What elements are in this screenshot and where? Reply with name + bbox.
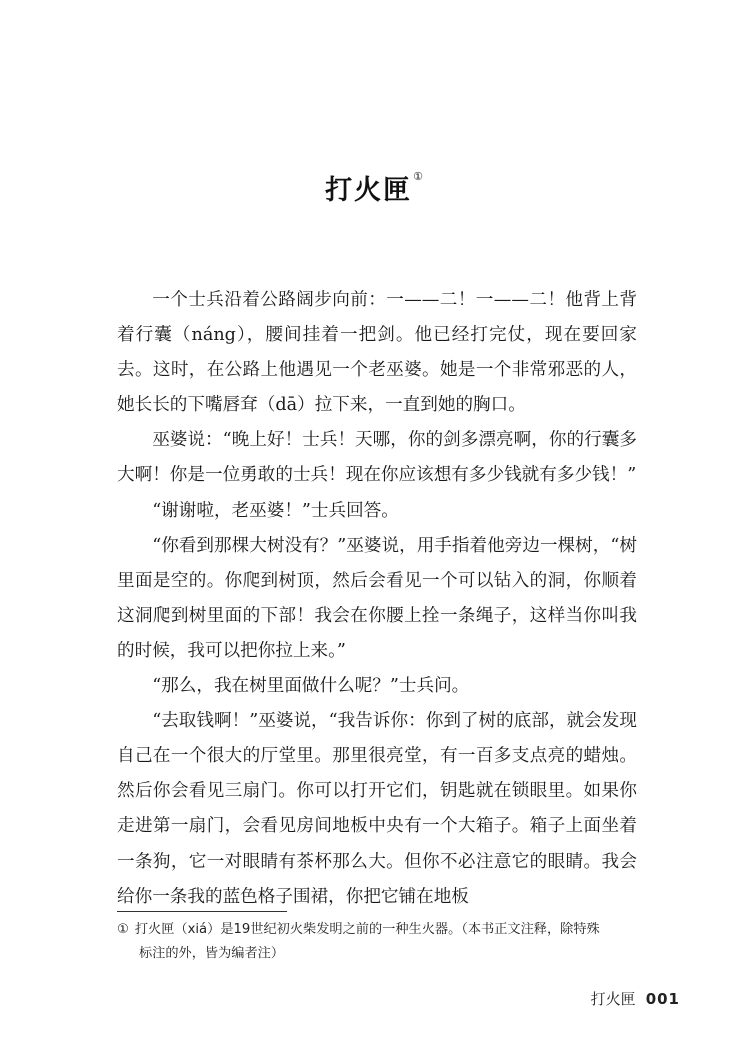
chapter-title-text: 打火匣 xyxy=(325,175,413,206)
footnote xyxy=(117,918,637,966)
body-text xyxy=(117,283,637,915)
chapter-title xyxy=(0,168,750,207)
footnote-line-2: 标注的外，皆为编者注） xyxy=(139,946,285,961)
page-footer xyxy=(591,988,680,1009)
footnote-marker: ① xyxy=(117,922,129,937)
paragraph: “谢谢啦，老巫婆！”士兵回答。 xyxy=(152,500,399,521)
footnote-divider xyxy=(117,911,287,912)
paragraph: “那么，我在树里面做什么呢？”士兵问。 xyxy=(152,676,470,697)
paragraph: “去取钱啊！”巫婆说，“我告诉你：你到了树的底部，就会发现自己在一个很大的厅堂里。那里很亮堂，有一百多支点亮的蜡烛。然后你会看见三扇门。你可以打开它们，钥匙就在锁眼里。如果你走进第一扇门，会看见房间地板中央有一个大箱子。箱子上面坐着一条狗，它一对眼睛有茶杯那么大。但你不必注意它的眼睛。我会给你一条我的蓝色格子围裙，你把它铺在地板 xyxy=(117,711,637,907)
paragraph: 一个士兵沿着公路阔步向前：一——二！一——二！他背上背着行囊（náng），腰间挂着一把剑。他已经打完仗，现在要回家去。这时，在公路上他遇见一个老巫婆。她是一个非常邪恶的人，她长长的下嘴唇耷（dā）拉下来，一直到她的胸口。 xyxy=(117,290,637,416)
footnote-text-1: 打火匣（xiá）是19世纪初火柴发明之前的一种生火器。（本书正文注释，除特殊 xyxy=(134,922,600,937)
footnote-line-1 xyxy=(117,918,637,942)
running-title: 打火匣 xyxy=(590,990,636,1008)
paragraph: 巫婆说：“晚上好！士兵！天哪，你的剑多漂亮啊，你的行囊多大啊！你是一位勇敢的士兵！现在你应该想有多少钱就有多少钱！” xyxy=(117,430,637,486)
footnote-reference-marker: ① xyxy=(413,170,425,183)
page-number: 001 xyxy=(645,990,680,1008)
paragraph: “你看到那棵大树没有？”巫婆说，用手指着他旁边一棵树，“树里面是空的。你爬到树顶，然后会看见一个可以钻入的洞，你顺着这洞爬到树里面的下部！我会在你腰上拴一条绳子，这样当你叫我的时候，我可以把你拉上来。” xyxy=(117,535,637,661)
